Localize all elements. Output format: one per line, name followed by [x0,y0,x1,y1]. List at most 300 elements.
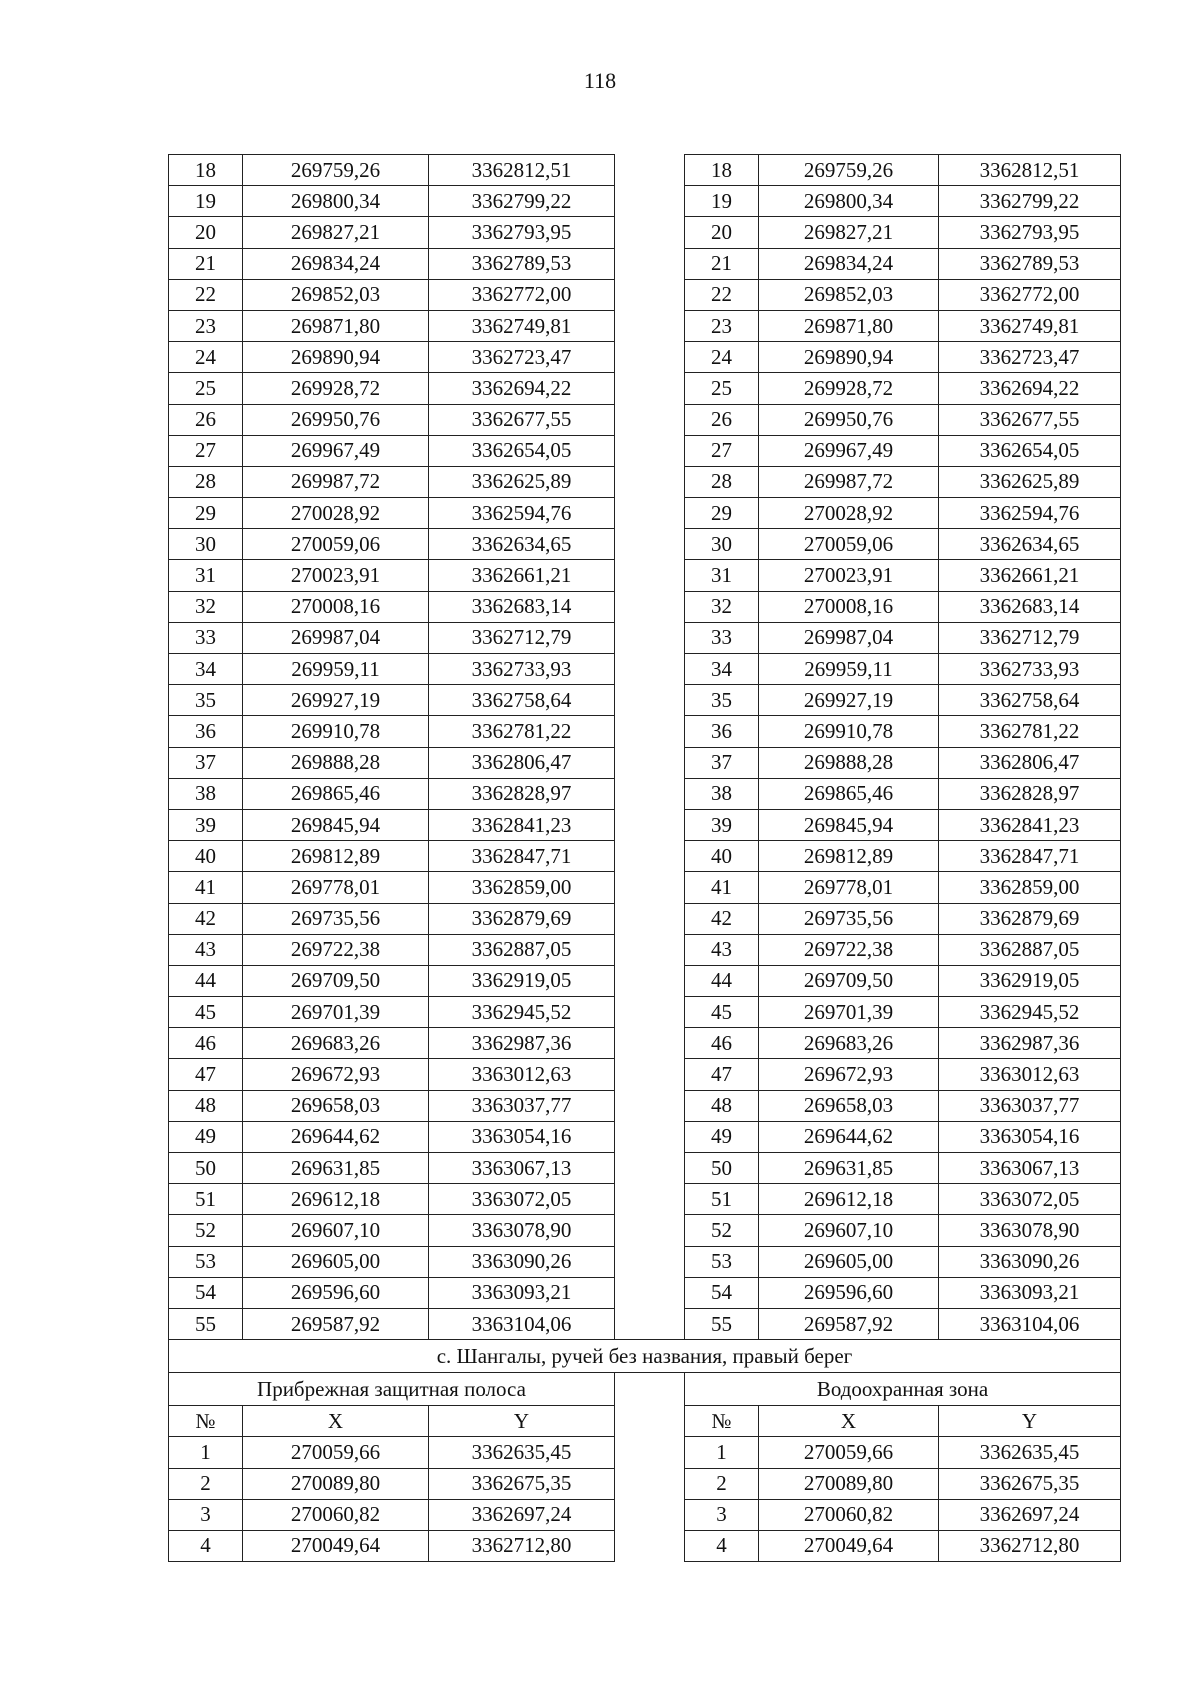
left-coord-x: 269865,46 [243,778,429,809]
left-point-number: 4 [169,1530,243,1561]
right-coord-x: 270060,82 [759,1499,939,1530]
right-coord-y: 3362859,00 [939,872,1121,903]
right-point-number: 50 [685,1153,759,1184]
left-point-number: 29 [169,498,243,529]
left-point-number: 18 [169,155,243,186]
left-coord-x: 269834,24 [243,248,429,279]
table-row [169,1468,1121,1499]
left-coord-x: 269987,04 [243,622,429,653]
left-point-number: 54 [169,1277,243,1308]
table-row [169,747,1121,778]
left-coord-x: 269845,94 [243,809,429,840]
right-coord-x: 269644,62 [759,1121,939,1152]
left-coord-x: 269967,49 [243,435,429,466]
table-gap [615,373,685,404]
left-coord-x: 269722,38 [243,934,429,965]
left-point-number: 45 [169,997,243,1028]
right-coord-x: 269607,10 [759,1215,939,1246]
left-coord-y: 3362758,64 [429,685,615,716]
table-row [169,342,1121,373]
left-point-number: 40 [169,841,243,872]
section-header [169,1340,1121,1437]
table-gap [615,1215,685,1246]
right-coord-y: 3363037,77 [939,1090,1121,1121]
table-row [169,622,1121,653]
right-coord-x: 270059,66 [759,1437,939,1468]
right-coord-x: 269658,03 [759,1090,939,1121]
left-point-number: 47 [169,1059,243,1090]
right-point-number: 21 [685,248,759,279]
right-point-number: 20 [685,217,759,248]
right-coord-y: 3362712,79 [939,622,1121,653]
left-coord-x: 270059,06 [243,529,429,560]
table-row [169,997,1121,1028]
right-coord-y: 3362712,80 [939,1530,1121,1561]
right-coord-x: 270023,91 [759,560,939,591]
table-gap [615,1499,685,1530]
right-coord-x: 269587,92 [759,1308,939,1339]
left-coord-y: 3362694,22 [429,373,615,404]
table-gap [615,1468,685,1499]
left-coord-y: 3362723,47 [429,342,615,373]
right-point-number: 38 [685,778,759,809]
right-coord-y: 3362806,47 [939,747,1121,778]
right-coord-y: 3362945,52 [939,997,1121,1028]
left-coord-x: 269852,03 [243,279,429,310]
left-point-number: 35 [169,685,243,716]
right-coord-x: 269852,03 [759,279,939,310]
table-gap [615,1153,685,1184]
table-row [169,1215,1121,1246]
left-coord-x: 269701,39 [243,997,429,1028]
table-gap [615,1246,685,1277]
right-coord-y: 3362812,51 [939,155,1121,186]
left-point-number: 50 [169,1153,243,1184]
table-row [169,155,1121,186]
left-coord-x: 269888,28 [243,747,429,778]
right-point-number: 49 [685,1121,759,1152]
left-coord-y: 3362594,76 [429,498,615,529]
right-point-number: 34 [685,654,759,685]
left-zone-title: Прибрежная защитная полоса [169,1373,615,1406]
left-coord-x: 269759,26 [243,155,429,186]
right-point-number: 24 [685,342,759,373]
left-coord-x: 270008,16 [243,591,429,622]
right-coord-x: 269927,19 [759,685,939,716]
right-coord-x: 269683,26 [759,1028,939,1059]
coordinates-table [168,154,1121,1562]
right-coord-y: 3362772,00 [939,279,1121,310]
table-gap [615,435,685,466]
left-point-number: 32 [169,591,243,622]
right-coord-x: 269631,85 [759,1153,939,1184]
left-coord-y: 3362654,05 [429,435,615,466]
left-coord-y: 3363037,77 [429,1090,615,1121]
table-row [169,310,1121,341]
table-gap [615,934,685,965]
table-row [169,1090,1121,1121]
right-point-number: 43 [685,934,759,965]
right-coord-y: 3362654,05 [939,435,1121,466]
right-coord-y: 3362625,89 [939,466,1121,497]
left-coord-y: 3362806,47 [429,747,615,778]
left-coord-x: 270028,92 [243,498,429,529]
table-row [169,903,1121,934]
page-number: 118 [583,68,617,93]
left-coord-y: 3362635,45 [429,1437,615,1468]
table-gap [615,809,685,840]
left-coord-x: 269658,03 [243,1090,429,1121]
right-point-number: 25 [685,373,759,404]
right-coord-x: 269890,94 [759,342,939,373]
left-point-number: 30 [169,529,243,560]
right-point-number: 30 [685,529,759,560]
table-row [169,186,1121,217]
right-coord-y: 3363054,16 [939,1121,1121,1152]
right-coord-y: 3362758,64 [939,685,1121,716]
right-coord-y: 3363067,13 [939,1153,1121,1184]
left-point-number: 23 [169,310,243,341]
right-coord-x: 269987,72 [759,466,939,497]
left-coord-y: 3362712,79 [429,622,615,653]
right-point-number: 42 [685,903,759,934]
left-coord-y: 3362887,05 [429,934,615,965]
table-gap [615,498,685,529]
table-gap [615,841,685,872]
table-row [169,279,1121,310]
table-row [169,404,1121,435]
right-point-number: 55 [685,1308,759,1339]
right-coord-x: 269865,46 [759,778,939,809]
right-coord-y: 3362661,21 [939,560,1121,591]
left-point-number: 37 [169,747,243,778]
right-coord-x: 269612,18 [759,1184,939,1215]
left-coord-x: 270023,91 [243,560,429,591]
table-row [169,1437,1121,1468]
table-row [169,560,1121,591]
left-point-number: 41 [169,872,243,903]
right-coord-x: 269759,26 [759,155,939,186]
right-coord-y: 3362677,55 [939,404,1121,435]
right-coord-y: 3362683,14 [939,591,1121,622]
right-header-y: Y [939,1406,1121,1437]
right-coord-x: 269605,00 [759,1246,939,1277]
left-coord-y: 3362749,81 [429,310,615,341]
left-coord-x: 269596,60 [243,1277,429,1308]
table-gap [615,1059,685,1090]
table-gap [615,872,685,903]
right-coord-x: 269735,56 [759,903,939,934]
right-coord-x: 269959,11 [759,654,939,685]
right-point-number: 19 [685,186,759,217]
right-point-number: 44 [685,965,759,996]
left-coord-y: 3362781,22 [429,716,615,747]
right-point-number: 54 [685,1277,759,1308]
right-coord-x: 269800,34 [759,186,939,217]
right-coord-x: 269596,60 [759,1277,939,1308]
left-point-number: 19 [169,186,243,217]
left-coord-y: 3362675,35 [429,1468,615,1499]
table-gap [615,903,685,934]
right-coord-y: 3362828,97 [939,778,1121,809]
table-gap [615,217,685,248]
left-coord-y: 3362812,51 [429,155,615,186]
left-point-number: 38 [169,778,243,809]
table-gap [615,310,685,341]
right-coord-y: 3362841,23 [939,809,1121,840]
left-point-number: 44 [169,965,243,996]
left-coord-x: 269928,72 [243,373,429,404]
table-gap [615,1530,685,1561]
table-row [169,466,1121,497]
right-coord-y: 3362919,05 [939,965,1121,996]
left-point-number: 36 [169,716,243,747]
table-gap [615,965,685,996]
left-point-number: 53 [169,1246,243,1277]
left-point-number: 34 [169,654,243,685]
left-coord-y: 3362625,89 [429,466,615,497]
table-gap [615,1121,685,1152]
left-coord-y: 3362712,80 [429,1530,615,1561]
right-coord-x: 269778,01 [759,872,939,903]
right-coord-x: 270059,06 [759,529,939,560]
table-row [169,965,1121,996]
table-gap [615,186,685,217]
table-row [169,248,1121,279]
left-coord-x: 269987,72 [243,466,429,497]
table-gap [615,466,685,497]
left-point-number: 55 [169,1308,243,1339]
left-coord-y: 3363072,05 [429,1184,615,1215]
table-row [169,435,1121,466]
table-gap [615,997,685,1028]
table-row [169,685,1121,716]
right-coord-x: 269928,72 [759,373,939,404]
left-coord-y: 3362683,14 [429,591,615,622]
right-coord-x: 269701,39 [759,997,939,1028]
table-row [169,934,1121,965]
left-point-number: 25 [169,373,243,404]
table-row [169,654,1121,685]
right-point-number: 2 [685,1468,759,1499]
table-gap [615,529,685,560]
left-header-num: № [169,1406,243,1437]
left-point-number: 46 [169,1028,243,1059]
left-header-x: X [243,1406,429,1437]
left-coord-y: 3362919,05 [429,965,615,996]
left-coord-x: 269927,19 [243,685,429,716]
right-point-number: 29 [685,498,759,529]
left-coord-y: 3362799,22 [429,186,615,217]
left-point-number: 42 [169,903,243,934]
left-header-y: Y [429,1406,615,1437]
left-coord-x: 269709,50 [243,965,429,996]
table-row [169,1277,1121,1308]
right-coord-y: 3362987,36 [939,1028,1121,1059]
table-gap [615,1277,685,1308]
right-point-number: 3 [685,1499,759,1530]
table-gap [615,1090,685,1121]
right-point-number: 23 [685,310,759,341]
right-coord-x: 269987,04 [759,622,939,653]
table-row [169,809,1121,840]
left-coord-x: 269800,34 [243,186,429,217]
right-coord-y: 3362635,45 [939,1437,1121,1468]
right-coord-x: 270028,92 [759,498,939,529]
right-coord-x: 269871,80 [759,310,939,341]
left-coord-y: 3362841,23 [429,809,615,840]
table-row [169,1246,1121,1277]
right-header-x: X [759,1406,939,1437]
right-coord-y: 3363012,63 [939,1059,1121,1090]
left-coord-x: 269612,18 [243,1184,429,1215]
right-coord-y: 3362789,53 [939,248,1121,279]
right-point-number: 26 [685,404,759,435]
right-coord-y: 3362594,76 [939,498,1121,529]
table-row [169,1121,1121,1152]
right-point-number: 31 [685,560,759,591]
left-coord-x: 270049,64 [243,1530,429,1561]
right-coord-x: 269967,49 [759,435,939,466]
table-row [169,841,1121,872]
table-gap [615,747,685,778]
left-point-number: 33 [169,622,243,653]
right-coord-y: 3362781,22 [939,716,1121,747]
left-coord-x: 269827,21 [243,217,429,248]
right-point-number: 53 [685,1246,759,1277]
table-gap [615,155,685,186]
left-coord-y: 3363093,21 [429,1277,615,1308]
right-coord-x: 269812,89 [759,841,939,872]
left-coord-x: 269890,94 [243,342,429,373]
left-point-number: 20 [169,217,243,248]
left-point-number: 27 [169,435,243,466]
right-point-number: 48 [685,1090,759,1121]
right-coord-x: 270049,64 [759,1530,939,1561]
left-point-number: 43 [169,934,243,965]
table-gap [615,1373,685,1406]
table-gap [615,1308,685,1339]
left-point-number: 21 [169,248,243,279]
left-coord-x: 269910,78 [243,716,429,747]
right-coord-x: 269827,21 [759,217,939,248]
table-row [169,373,1121,404]
left-coord-x: 269631,85 [243,1153,429,1184]
right-coord-x: 269950,76 [759,404,939,435]
table-row [169,1059,1121,1090]
right-point-number: 4 [685,1530,759,1561]
right-point-number: 35 [685,685,759,716]
right-coord-y: 3363078,90 [939,1215,1121,1246]
table-row [169,1530,1121,1561]
left-coord-y: 3362677,55 [429,404,615,435]
right-point-number: 39 [685,809,759,840]
column-headers-row [169,1406,1121,1437]
right-point-number: 52 [685,1215,759,1246]
left-coord-y: 3363090,26 [429,1246,615,1277]
section-title: с. Шангалы, ручей без названия, правый берег [169,1340,1121,1373]
right-point-number: 37 [685,747,759,778]
left-coord-x: 269672,93 [243,1059,429,1090]
right-point-number: 18 [685,155,759,186]
table-gap [615,685,685,716]
left-coord-y: 3363012,63 [429,1059,615,1090]
right-point-number: 51 [685,1184,759,1215]
left-coord-y: 3362733,93 [429,654,615,685]
right-coord-y: 3362847,71 [939,841,1121,872]
table-gap [615,716,685,747]
table-gap [615,1184,685,1215]
left-point-number: 22 [169,279,243,310]
left-coord-x: 269587,92 [243,1308,429,1339]
left-coord-x: 269605,00 [243,1246,429,1277]
right-point-number: 47 [685,1059,759,1090]
table-row [169,1184,1121,1215]
left-point-number: 3 [169,1499,243,1530]
table-gap [615,654,685,685]
left-point-number: 51 [169,1184,243,1215]
right-coord-y: 3362793,95 [939,217,1121,248]
left-coord-x: 270060,82 [243,1499,429,1530]
left-coord-y: 3363054,16 [429,1121,615,1152]
left-coord-y: 3362987,36 [429,1028,615,1059]
right-header-num: № [685,1406,759,1437]
right-point-number: 36 [685,716,759,747]
zone-titles-row [169,1373,1121,1406]
left-coord-x: 269607,10 [243,1215,429,1246]
right-point-number: 41 [685,872,759,903]
right-coord-y: 3362749,81 [939,310,1121,341]
table-gap [615,404,685,435]
left-coord-y: 3363067,13 [429,1153,615,1184]
right-coord-y: 3362733,93 [939,654,1121,685]
upper-coordinates [169,155,1121,1340]
right-point-number: 33 [685,622,759,653]
table-gap [615,1437,685,1468]
left-coord-y: 3362859,00 [429,872,615,903]
left-point-number: 1 [169,1437,243,1468]
right-coord-y: 3362675,35 [939,1468,1121,1499]
left-point-number: 2 [169,1468,243,1499]
table-row [169,217,1121,248]
right-point-number: 40 [685,841,759,872]
table-row [169,1153,1121,1184]
right-point-number: 28 [685,466,759,497]
right-coord-y: 3363090,26 [939,1246,1121,1277]
table-gap [615,279,685,310]
table-row [169,872,1121,903]
left-coord-x: 269644,62 [243,1121,429,1152]
right-coord-y: 3362879,69 [939,903,1121,934]
table-gap [615,1406,685,1437]
table-row [169,778,1121,809]
table-row [169,716,1121,747]
right-point-number: 46 [685,1028,759,1059]
left-coord-y: 3362793,95 [429,217,615,248]
table-gap [615,778,685,809]
right-coord-x: 269845,94 [759,809,939,840]
left-coord-x: 269812,89 [243,841,429,872]
right-point-number: 22 [685,279,759,310]
right-coord-x: 269722,38 [759,934,939,965]
left-point-number: 48 [169,1090,243,1121]
left-coord-x: 269950,76 [243,404,429,435]
right-coord-y: 3362887,05 [939,934,1121,965]
left-coord-x: 270059,66 [243,1437,429,1468]
table-row [169,591,1121,622]
left-point-number: 39 [169,809,243,840]
right-coord-x: 270008,16 [759,591,939,622]
